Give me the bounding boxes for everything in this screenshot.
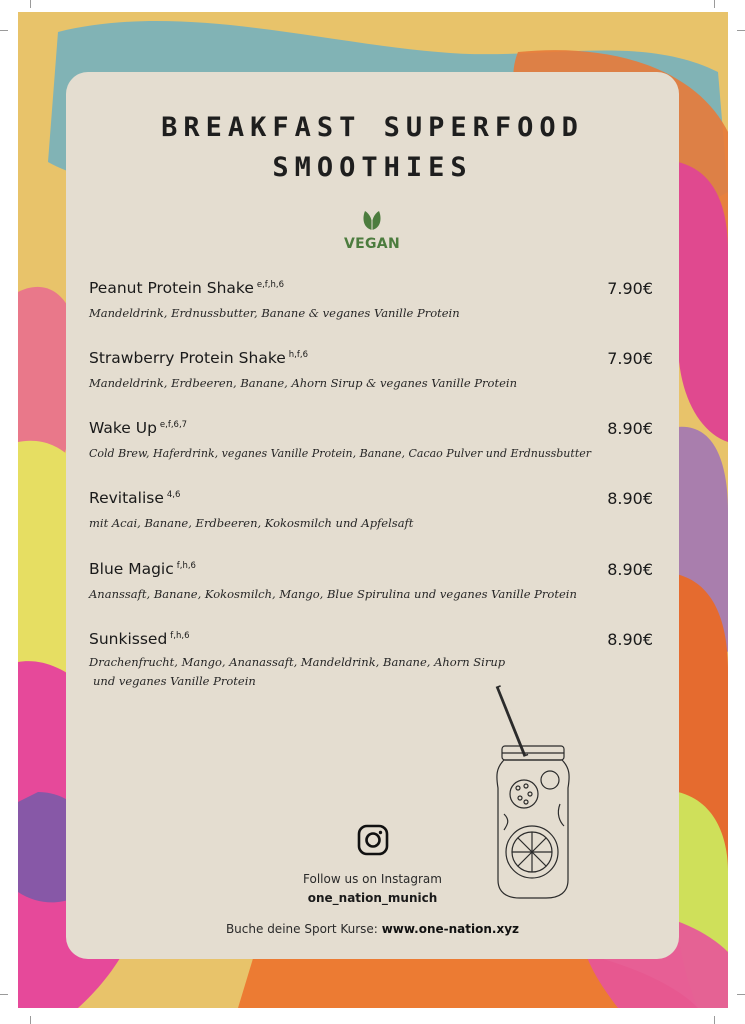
crop-mark bbox=[737, 994, 745, 995]
item-price: 7.90€ bbox=[607, 279, 653, 298]
item-price: 8.90€ bbox=[607, 630, 653, 649]
item-price: 8.90€ bbox=[607, 419, 653, 438]
crop-mark bbox=[737, 30, 745, 31]
item-price: 7.90€ bbox=[607, 349, 653, 368]
item-price: 8.90€ bbox=[607, 489, 653, 508]
instagram-handle-row bbox=[66, 887, 679, 906]
instagram-handle[interactable]: one_nation_munich bbox=[307, 891, 438, 905]
item-description: Mandeldrink, Erdbeeren, Banane, Ahorn Sirup & veganes Vanille Protein bbox=[89, 376, 517, 390]
item-description: Mandeldrink, Erdnussbutter, Banane & veganes Vanille Protein bbox=[89, 306, 460, 320]
crop-mark bbox=[30, 0, 31, 8]
instagram-icon[interactable] bbox=[357, 824, 389, 856]
item-name bbox=[89, 279, 284, 297]
footer-label: Buche deine Sport Kurse: bbox=[225, 922, 378, 936]
item-allergens: f,h,6 bbox=[176, 560, 196, 571]
crop-mark bbox=[30, 1016, 31, 1024]
item-name-text: Sunkissed bbox=[89, 630, 168, 648]
vegan-badge bbox=[342, 208, 402, 252]
instagram-follow-text bbox=[66, 868, 679, 887]
footer-url-link[interactable]: www.one-nation.xyz bbox=[381, 922, 520, 936]
item-description: mit Acai, Banane, Erdbeeren, Kokosmilch und Apfelsaft bbox=[89, 516, 414, 530]
crop-mark bbox=[0, 994, 8, 995]
item-description-line: und veganes Vanille Protein bbox=[93, 674, 256, 688]
crop-mark bbox=[714, 1016, 715, 1024]
item-name bbox=[89, 630, 190, 648]
crop-mark bbox=[0, 30, 8, 31]
leaf-icon bbox=[359, 208, 385, 232]
item-allergens: h,f,6 bbox=[288, 349, 308, 360]
item-name-text: Peanut Protein Shake bbox=[89, 279, 254, 297]
item-name-text: Strawberry Protein Shake bbox=[89, 349, 286, 367]
item-name-text: Wake Up bbox=[89, 419, 157, 437]
item-allergens: 4,6 bbox=[166, 489, 181, 500]
item-allergens: f,h,6 bbox=[170, 630, 190, 641]
follow-text: Follow us on Instagram bbox=[303, 872, 442, 886]
instagram-section bbox=[66, 824, 679, 860]
item-name-text: Blue Magic bbox=[89, 560, 174, 578]
item-name bbox=[89, 349, 308, 367]
item-description: Ananssaft, Banane, Kokosmilch, Mango, Blue Spirulina und veganes Vanille Protein bbox=[89, 587, 577, 601]
item-allergens: e,f,h,6 bbox=[256, 279, 284, 290]
vegan-label: VEGAN bbox=[344, 236, 400, 252]
item-name bbox=[89, 419, 187, 437]
menu-title-line1: BREAKFAST SUPERFOOD bbox=[161, 112, 584, 143]
crop-mark bbox=[714, 0, 715, 8]
item-price: 8.90€ bbox=[607, 560, 653, 579]
item-allergens: e,f,6,7 bbox=[159, 419, 188, 430]
item-description: Cold Brew, Haferdrink, veganes Vanille Protein, Banane, Cacao Pulver und Erdnussbutter bbox=[89, 447, 592, 460]
item-name bbox=[89, 560, 196, 578]
item-description-line: Drachenfrucht, Mango, Ananassaft, Mandeldrink, Banane, Ahorn Sirup bbox=[89, 655, 506, 669]
menu-title-line2: SMOOTHIES bbox=[272, 152, 473, 183]
menu-card bbox=[66, 72, 679, 959]
item-name-text: Revitalise bbox=[89, 489, 164, 507]
footer bbox=[66, 922, 679, 936]
item-name bbox=[89, 489, 180, 507]
